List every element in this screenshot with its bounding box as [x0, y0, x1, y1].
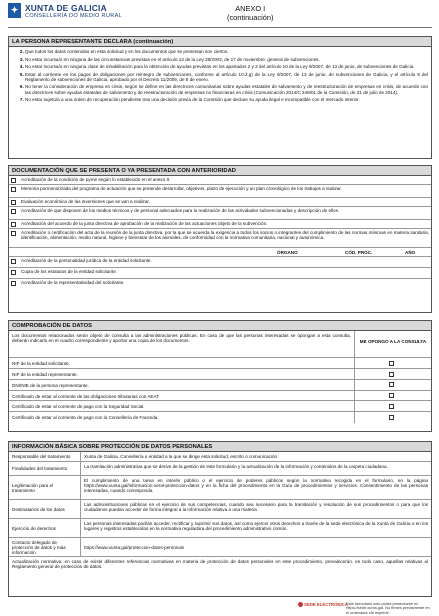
document-row: [9, 198, 431, 207]
oppose-cell: [354, 401, 432, 411]
section-title: INFORMACIÓN BÁSICA SOBRE PROTECCIÓN DE DATOS PERSONALES: [9, 442, 431, 452]
document-label: Acreditación de que disponen de los medios técnicos y de personal adecuados para la realización de las actividades subvencionadas y descripción de ellos.: [21, 208, 340, 214]
organo-header: ÓRGANO: [277, 250, 298, 256]
document-checkbox[interactable]: [11, 222, 16, 227]
oppose-cell: [354, 369, 432, 379]
document-label: Acreditación o certificación del acta de la reunión de la junta directiva, por la que se acuerda la exigencia a todos los socios o integrantes del cumplimiento de las normas mínimas en materia sanitaria, identificación, alimentación, medio natural, higiene y bienestar de los animales, de conformidad con la normativa comunitaria, nacional y autonómica.: [21, 230, 429, 241]
declaration-item: 5. Estar al corriente en los pagos de obligaciones por reintegro de subvenciones, conforme al artículo 10.2.g) de la Ley 9/2007, de 13 de junio, de subvenciones de Galicia, y el artículo 9 del Reglamento de subvenciones de Galicia, aprobado por el Decreto 11/2009, de 8 de enero.: [25, 72, 428, 82]
annex-label: ANEXO I: [235, 4, 266, 13]
oppose-header: ME OPONGO A LA CONSULTA: [354, 331, 431, 358]
ano-header: AÑO: [405, 250, 416, 256]
privacy-value: Las administraciones públicas en el ejercicio de sus competencias, cuando sea necesario para la tramitación y resolución de sus procedimientos o para que los ciudadanos puedan acceder de forma integral a la información relativa a una materia.: [84, 501, 428, 512]
declaration-item: 3. No estar incursa/o en ninguna de las circunstancias previstas en el artículo 13 de la Ley 38/2003, de 17 de noviembre, general de subvenciones.: [25, 57, 428, 62]
oppose-cell: [354, 391, 432, 401]
previous-docs-header: [9, 248, 431, 257]
header: [8, 3, 432, 23]
privacy-footer: Actualización normativa: en caso de existir diferentes referencias normativas en materia de protección de datos personales en este procedimiento, prevalecerán, en todo caso, aquellas relativas al Reglamento general de protección de datos.: [12, 558, 428, 569]
oppose-checkbox[interactable]: [389, 361, 394, 366]
data-check-row: [9, 380, 431, 391]
privacy-value: https://www.xunta.gal/proteccion-datos-personais: [84, 545, 185, 551]
privacy-row: [9, 538, 431, 557]
annex-subtitle: (continuación): [227, 13, 274, 22]
privacy-row: [9, 500, 431, 519]
privacy-key: Responsable del tratamiento: [9, 452, 81, 461]
document-label: Acreditación de la condición de pyme según lo establecido en el anexo II.: [21, 177, 171, 183]
document-row: [9, 229, 431, 248]
data-check-row: [9, 358, 431, 369]
oppose-cell: [354, 412, 432, 423]
data-check-row: [9, 391, 431, 402]
cod-proc-header: CÓD. PROC.: [345, 250, 373, 256]
document-checkbox[interactable]: [11, 270, 16, 275]
privacy-row: [9, 452, 431, 462]
data-check-row: [9, 412, 431, 423]
document-checkbox[interactable]: [11, 187, 16, 192]
data-check-intro-text: Los documentos relacionados serán objeto de consulta a las administraciones públicas. En caso de que las personas interesadas se opongan a esta consulta, deberán indicarlo en el cuadro correspondiente y aportar una copia de los documentos.: [12, 332, 351, 343]
document-label: Memoria pormenorizada del programa de actuación que se pretende desarrollar, objetivos, plazo de ejecución y un plan cronológico de los trabajos a realizar.: [21, 186, 342, 192]
document-checkbox[interactable]: [11, 209, 16, 214]
privacy-row: [9, 462, 431, 476]
document-row: [9, 176, 431, 185]
document-label: Acreditación de la representatividad del solicitante.: [21, 280, 125, 286]
document-row: [9, 185, 431, 198]
privacy-key: Legitimación para el tratamiento: [9, 476, 81, 499]
document-row: [9, 279, 431, 290]
privacy-value: La tramitación administrativa que se derive de la gestión de este formulario y la actualización de la información y contenidos de la carpeta ciudadana.: [84, 463, 388, 469]
document-label: Acreditación de la personalidad jurídica de la entidad solicitante.: [21, 258, 152, 264]
annex-title: [227, 4, 273, 22]
declaration-section: [8, 36, 432, 159]
document-label: Acreditación del acuerdo de la junta directiva de aprobación de la realización de las actuaciones objeto de la subvención.: [21, 221, 268, 227]
declaration-item: 2. Que todos los datos contenidos en esta solicitud y en los documentos que se presentan son ciertos.: [25, 49, 428, 54]
data-check-section: [8, 320, 432, 432]
document-label: Copia de los estatutos de la entidad solicitante.: [21, 269, 118, 275]
document-row: [9, 207, 431, 220]
xunta-logo-icon: ✦: [8, 3, 21, 18]
document-label: Evaluación económica de las inversiones que se van a realizar.: [21, 199, 150, 205]
data-check-label: NIF de la entidad representante.: [12, 371, 78, 377]
privacy-row: [9, 476, 431, 500]
declaration-list: [9, 47, 431, 102]
org-name: XUNTA DE GALICIA: [25, 3, 107, 13]
data-check-label: Certificado de estar al corriente de pago con la Seguridad Social.: [12, 404, 145, 410]
oppose-checkbox[interactable]: [389, 393, 394, 398]
document-row: [9, 220, 431, 229]
declaration-item: 4. No estar incursa/o en ninguna clase de inhabilitación para la obtención de ayudas previstas en los apartados 2 y 3 del artículo 10 de la Ley 9/2007, de 13 de junio, de subvenciones de Galicia.: [25, 64, 428, 69]
oppose-checkbox[interactable]: [389, 404, 394, 409]
document-checkbox[interactable]: [11, 178, 16, 183]
declaration-item: 6. No tener la consideración de empresa en crisis, según se define en las directrices comunitarias sobre ayudas estatales de salvamento y de reestructuración de empresas en crisis, de acuerdo con las directrices sobre ayudas estatales de salvamento y de reestructuración de empresas no financieras en crisis (Comunicación 2014/C 249/01 de la Comisión, de 31 de julio de 2014).: [25, 84, 428, 94]
data-check-label: Certificado de estar al corriente de pago con la Consellería de Facenda.: [12, 415, 159, 421]
privacy-section: [8, 441, 432, 597]
footer-note: Este formulario solo podrá presentarse en https://sede.xunta.gal. No firmes previamente en el ordenador sin imprimir.: [346, 601, 430, 615]
oppose-checkbox[interactable]: [389, 415, 394, 420]
document-row: [9, 268, 431, 279]
data-check-label: Certificado de estar al corriente de las obligaciones tributarias con AEAT.: [12, 393, 160, 399]
document-checkbox[interactable]: [11, 231, 16, 236]
data-check-label: NIF de la entidad solicitante.: [12, 361, 70, 367]
section-title: LA PERSONA REPRESENTANTE DECLARA (continuación): [9, 37, 431, 47]
document-checkbox[interactable]: [11, 281, 16, 286]
oppose-checkbox[interactable]: [389, 382, 394, 387]
department-name: CONSELLERÍA DO MEDIO RURAL: [25, 13, 123, 19]
data-check-label: DNI/NIE de la persona representante.: [12, 382, 89, 388]
privacy-key: Finalidades del tratamiento: [9, 462, 81, 475]
document-checkbox[interactable]: [11, 259, 16, 264]
oppose-checkbox[interactable]: [389, 372, 394, 377]
oppose-cell: [354, 380, 432, 390]
data-check-row: [9, 401, 431, 412]
data-check-intro: [9, 331, 431, 358]
sede-icon: [298, 602, 303, 607]
section-title: DOCUMENTACIÓN QUE SE PRESENTA O YA PRESENTADA CON ANTERIORIDAD: [9, 166, 431, 176]
sede-label: [298, 602, 348, 607]
data-check-row: [9, 369, 431, 380]
declaration-item: 7. No estar sujeto/a a una orden de recuperación pendiente tras una decisión previa de la Comisión que declare su ayuda ilegal e incompatible con el mercado interior.: [25, 97, 428, 102]
privacy-value: Las personas interesadas podrán acceder, rectificar y suprimir sus datos, así como ejercer otros derechos a través de la sede electrónica de la Xunta de Galicia o en los lugares y registros establecidos en la normativa reguladora del procedimiento administrativo común.: [84, 520, 428, 531]
sede-text: SEDE ELECTRÓNICA: [304, 602, 348, 607]
header-divider: [8, 27, 432, 28]
documentation-section: [8, 165, 432, 313]
document-row: [9, 257, 431, 268]
page-footer: [8, 601, 432, 613]
privacy-row: [9, 519, 431, 538]
oppose-cell: [354, 358, 432, 368]
privacy-key: Ejercicio de derechos: [9, 519, 81, 537]
privacy-value: El cumplimiento de una tarea en interés público o el ejercicio de poderes públicos según la normativa recogida en el formulario, en la página https://www.xunta.gal/informacion-xeral-proteccion-datos y en la ficha del procedimiento en la Guía de procedimientos y servicios. Consentimiento de las personas interesadas, cuando corresponda.: [84, 477, 428, 493]
privacy-value: Xunta de Galicia. Consellería o entidad a la que se dirige esta solicitud, escrito o comunicación.: [84, 453, 279, 459]
document-checkbox[interactable]: [11, 200, 16, 205]
privacy-key: Destinatarios de los datos: [9, 500, 81, 518]
section-title: COMPROBACIÓN DE DATOS: [9, 321, 431, 331]
privacy-key: Contacto delegado de protección de datos y más información: [9, 538, 81, 556]
